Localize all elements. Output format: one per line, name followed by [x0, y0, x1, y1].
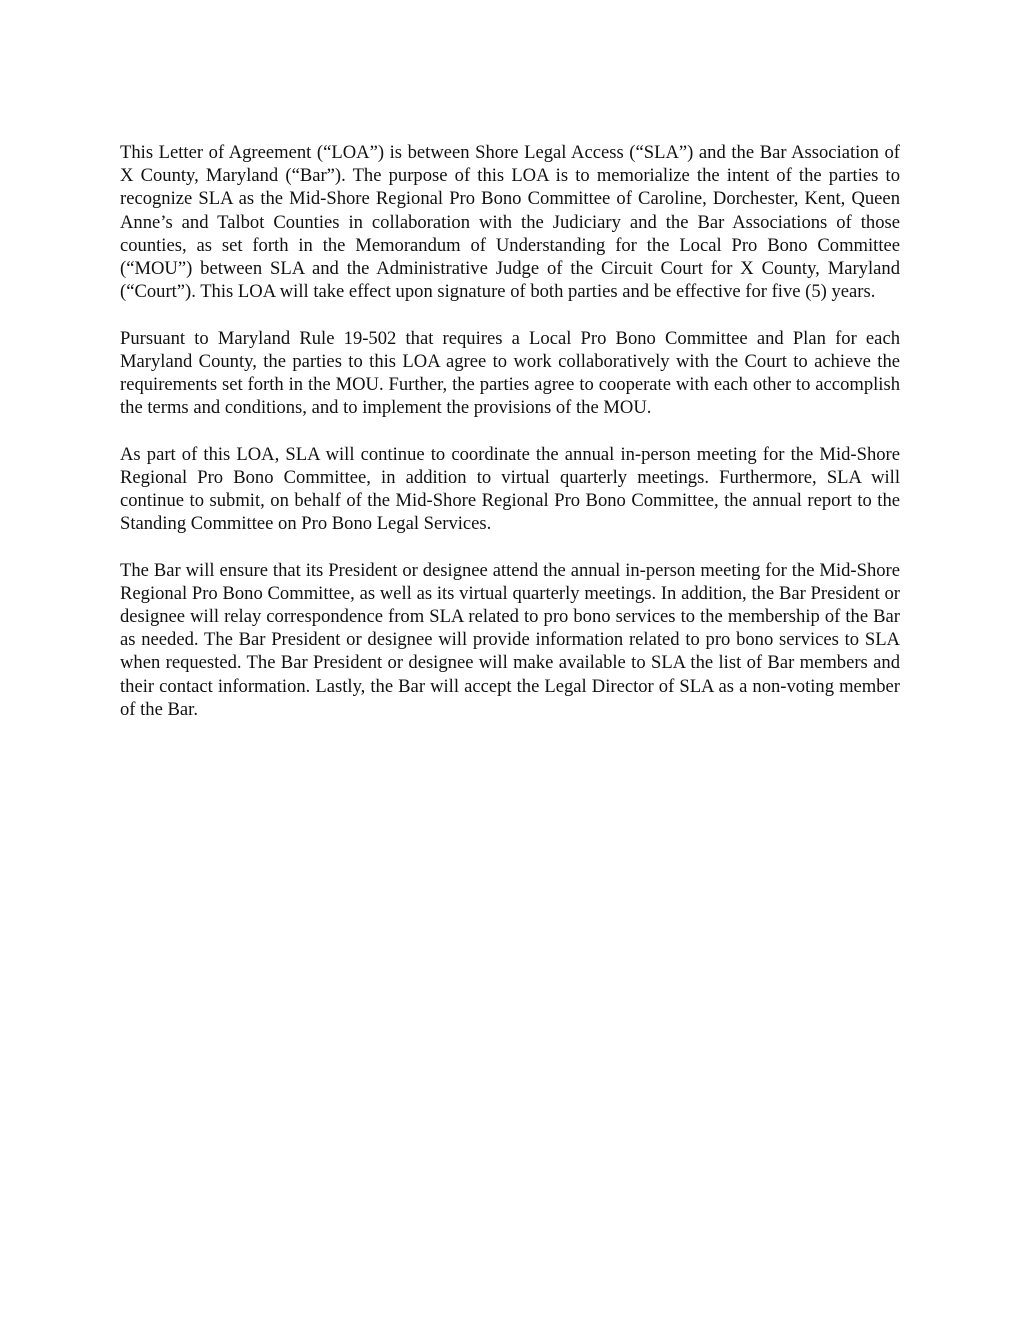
- paragraph-rule: Pursuant to Maryland Rule 19-502 that requires a Local Pro Bono Committee and Plan for each Maryland County, the parties to this LOA agree to work collaboratively with the Court to achieve the requirements set forth in the MOU. Further, the parties agree to cooperate with each other to accomplish the terms and conditions, and to implement the provisions of the MOU.: [120, 327, 900, 419]
- paragraph-bar-duties: The Bar will ensure that its President or designee attend the annual in-person meeting for the Mid-Shore Regional Pro Bono Committee, as well as its virtual quarterly meetings. In addition, the Bar President or designee will relay correspondence from SLA related to pro bono services to the membership of the Bar as needed. The Bar President or designee will provide information related to pro bono services to SLA when requested. The Bar President or designee will make available to SLA the list of Bar members and their contact information. Lastly, the Bar will accept the Legal Director of SLA as a non-voting member of the Bar.: [120, 559, 900, 720]
- letter-body: [120, 141, 900, 744]
- paragraph-sla-duties: As part of this LOA, SLA will continue to coordinate the annual in-person meeting for the Mid-Shore Regional Pro Bono Committee, in addition to virtual quarterly meetings. Furthermore, SLA will continue to submit, on behalf of the Mid-Shore Regional Pro Bono Committee, the annual report to the Standing Committee on Pro Bono Legal Services.: [120, 443, 900, 535]
- paragraph-intro: This Letter of Agreement (“LOA”) is between Shore Legal Access (“SLA”) and the Bar Association of X County, Maryland (“Bar”). The purpose of this LOA is to memorialize the intent of the parties to recognize SLA as the Mid-Shore Regional Pro Bono Committee of Caroline, Dorchester, Kent, Queen Anne’s and Talbot Counties in collaboration with the Judiciary and the Bar Associations of those counties, as set forth in the Memorandum of Understanding for the Local Pro Bono Committee (“MOU”) between SLA and the Administrative Judge of the Circuit Court for X County, Maryland (“Court”). This LOA will take effect upon signature of both parties and be effective for five (5) years.: [120, 142, 900, 303]
